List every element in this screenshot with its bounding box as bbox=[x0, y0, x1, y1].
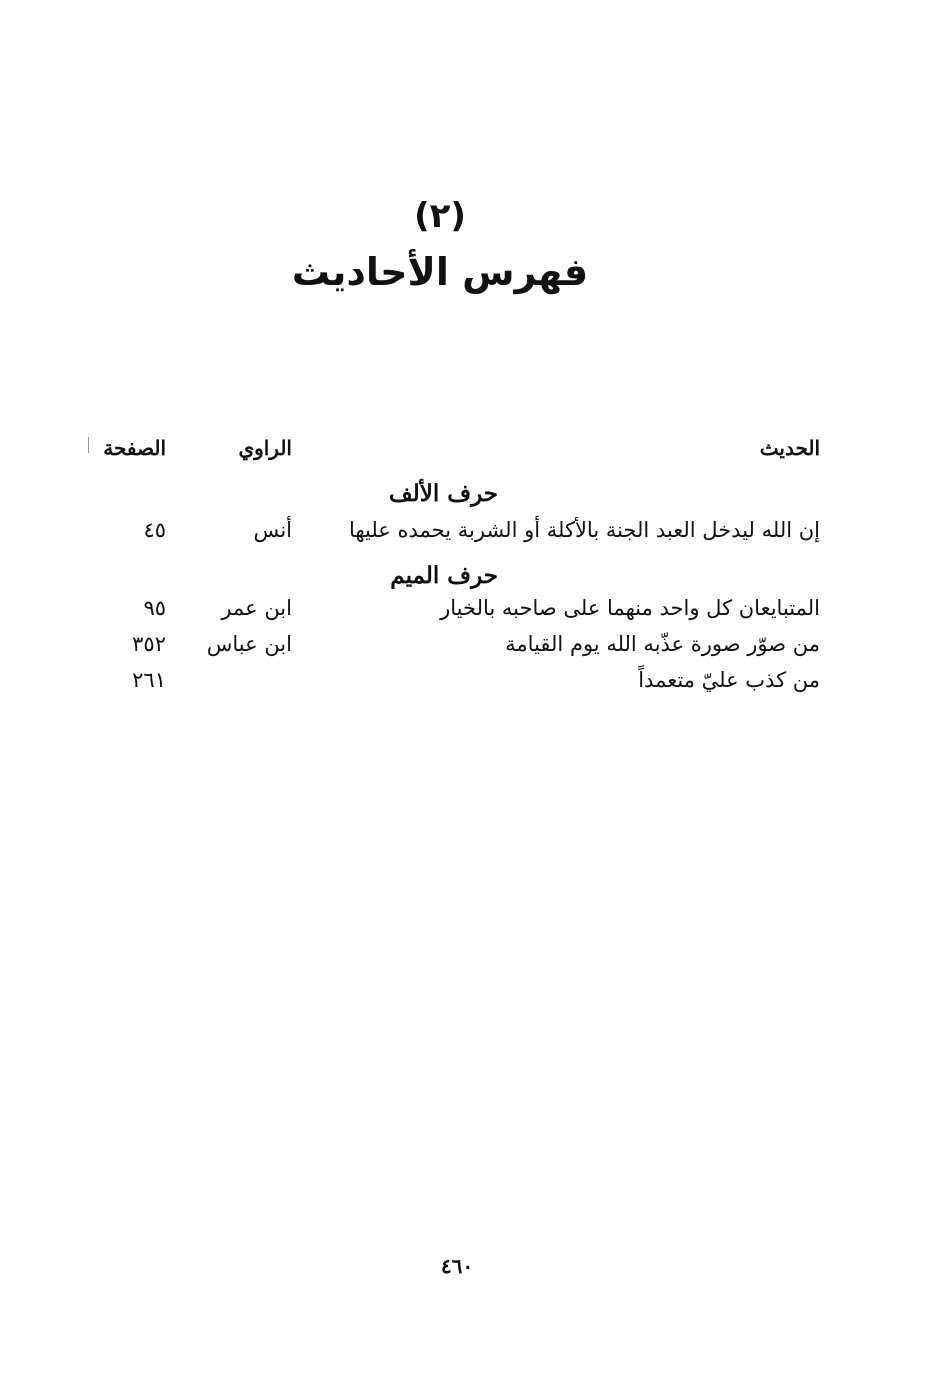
table-row bbox=[0, 518, 948, 554]
table-row bbox=[0, 668, 948, 704]
page-ref: ٢٦١ bbox=[132, 668, 166, 692]
header-narrator: الراوي bbox=[238, 436, 292, 460]
page-number: ٤٦٠ bbox=[440, 1254, 474, 1278]
header-hadith: الحديث bbox=[759, 436, 820, 460]
hadith-text: إن الله ليدخل العبد الجنة بالأكلة أو الشربة يحمده عليها bbox=[348, 518, 820, 542]
table-header bbox=[0, 436, 948, 472]
hadith-text: من صوّر صورة عذّبه الله يوم القيامة bbox=[505, 632, 820, 656]
table-row bbox=[0, 632, 948, 668]
page-ref: ٩٥ bbox=[143, 596, 166, 620]
narrator-name: ابن عمر bbox=[221, 596, 292, 620]
letter-heading-label: حرف الألف bbox=[388, 480, 498, 507]
header-page: الصفحة bbox=[103, 436, 166, 460]
page-title: فهرس الأحاديث bbox=[291, 250, 589, 294]
table-row bbox=[0, 596, 948, 632]
section-number: (٢) bbox=[414, 196, 466, 236]
page-ref: ٣٥٢ bbox=[132, 632, 166, 656]
letter-heading-label: حرف الميم bbox=[390, 562, 498, 589]
narrator-name: أنس bbox=[253, 518, 292, 542]
hadith-text: المتبايعان كل واحد منهما على صاحبه بالخيار bbox=[440, 596, 820, 620]
page-ref: ٤٥ bbox=[143, 518, 166, 542]
narrator-name: ابن عباس bbox=[206, 632, 292, 656]
hadith-text: من كذب عليّ متعمداً bbox=[638, 668, 820, 692]
